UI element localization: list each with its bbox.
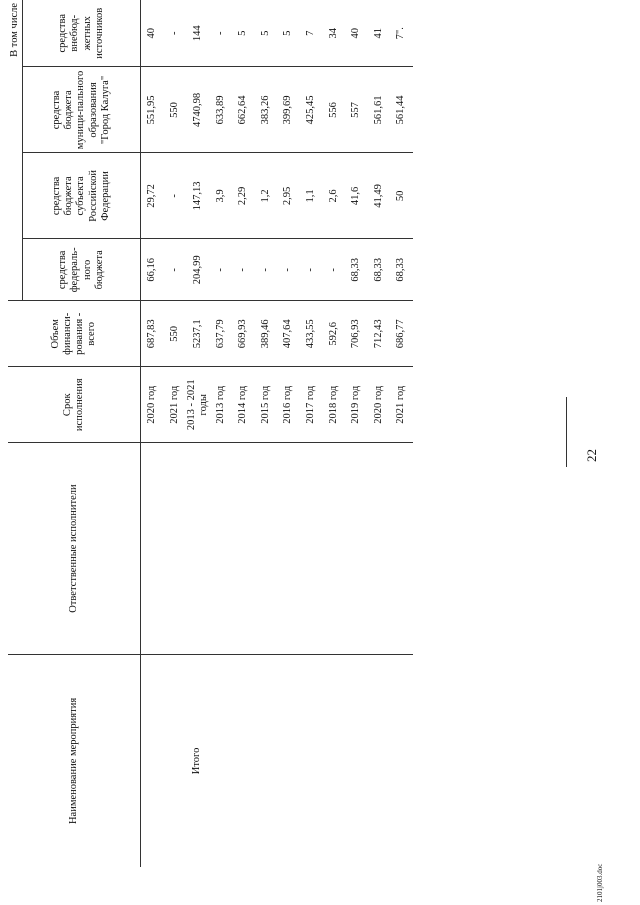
period-cell: 2020 год [367, 367, 390, 443]
municipal-cell: 561,44 [390, 67, 413, 153]
period-cell: 2013 - 2021 годы [186, 367, 209, 443]
extrabudget-cell: 40 [146, 28, 158, 39]
separator-line [566, 397, 567, 467]
total-cell: 686,77 [390, 301, 413, 367]
regional-cell: 1,1 [300, 153, 323, 239]
total-cell: 706,93 [345, 301, 368, 367]
period-cell: 2017 год [300, 367, 323, 443]
municipal-cell: 557 [345, 67, 368, 153]
total-cell: 687,83 [141, 301, 164, 367]
federal-cell: 66,16 [141, 239, 164, 301]
federal-cell: 68,33 [345, 239, 368, 301]
regional-cell: 41,49 [367, 153, 390, 239]
header-name: Наименование мероприятия [8, 654, 141, 867]
period-cell: 2014 год [232, 367, 255, 443]
header-period: Срок исполнения [8, 367, 141, 443]
period-cell: 2013 год [209, 367, 232, 443]
municipal-cell: 425,45 [300, 67, 323, 153]
table-row [141, 0, 164, 867]
municipal-cell: 551,95 [141, 67, 164, 153]
extrabudget-cell: 144 [191, 25, 203, 42]
regional-cell: 29,72 [141, 153, 164, 239]
federal-cell: - [254, 239, 277, 301]
federal-cell: - [232, 239, 255, 301]
header-executors: Ответственные исполнители [8, 443, 141, 655]
municipal-cell: 550 [164, 67, 187, 153]
extrabudget-cell: - [168, 31, 180, 35]
municipal-cell: 662,64 [232, 67, 255, 153]
federal-cell: 68,33 [390, 239, 413, 301]
extrabudget-cell: 7 [304, 30, 316, 36]
header-including: В том числе [8, 0, 23, 301]
extrabudget-cell: 5 [259, 30, 271, 36]
period-cell: 2021 год [164, 367, 187, 443]
header-regional: средства бюджета субъекта Российской Федерации [23, 153, 141, 239]
extrabudget-cell: 40 [350, 28, 362, 39]
federal-cell: 68,33 [367, 239, 390, 301]
total-cell: 669,93 [232, 301, 255, 367]
federal-cell: - [164, 239, 187, 301]
regional-cell: 2,29 [232, 153, 255, 239]
municipal-cell: 399,69 [277, 67, 300, 153]
total-cell: 433,55 [300, 301, 323, 367]
financing-table [8, 0, 413, 867]
municipal-cell: 556 [322, 67, 345, 153]
header-total: Объем финанси-рования - всего [8, 301, 141, 367]
extrabudget-cell: 5 [237, 30, 249, 36]
federal-cell: - [300, 239, 323, 301]
extrabudget-cell: 7". [395, 27, 407, 40]
period-cell: 2016 год [277, 367, 300, 443]
period-cell: 2020 год [141, 367, 164, 443]
federal-cell: - [277, 239, 300, 301]
total-cell: 407,64 [277, 301, 300, 367]
regional-cell: 41,6 [345, 153, 368, 239]
executors-cell [141, 443, 413, 655]
municipal-cell: 633,89 [209, 67, 232, 153]
federal-cell: - [209, 239, 232, 301]
regional-cell: 50 [390, 153, 413, 239]
period-cell: 2018 год [322, 367, 345, 443]
page-number: 22 [584, 449, 599, 462]
name-cell [141, 654, 413, 867]
extrabudget-cell: 5 [282, 30, 294, 36]
extrabudget-cell: - [214, 31, 226, 35]
extrabudget-cell: 41 [372, 28, 384, 39]
regional-cell: 3,9 [209, 153, 232, 239]
federal-cell: - [322, 239, 345, 301]
total-cell: 637,79 [209, 301, 232, 367]
regional-cell: 1,2 [254, 153, 277, 239]
municipal-cell: 4740,98 [186, 67, 209, 153]
regional-cell: 2,6 [322, 153, 345, 239]
header-federal: средства федераль-ного бюджета [23, 239, 141, 301]
period-cell: 2019 год [345, 367, 368, 443]
regional-cell: - [164, 153, 187, 239]
period-cell: 2015 год [254, 367, 277, 443]
footer-code: 2101j003.doc [596, 863, 604, 902]
municipal-cell: 561,61 [367, 67, 390, 153]
municipal-cell: 383,26 [254, 67, 277, 153]
header-municipal: средства бюджета муници-пального образования "Город Калуга" [23, 67, 141, 153]
total-label: Итого [191, 747, 202, 775]
period-cell: 2021 год [390, 367, 413, 443]
total-cell: 5237,1 [186, 301, 209, 367]
total-cell: 712,43 [367, 301, 390, 367]
total-cell: 550 [164, 301, 187, 367]
regional-cell: 147,13 [186, 153, 209, 239]
total-cell: 592,6 [322, 301, 345, 367]
extrabudget-cell: 34 [327, 28, 339, 39]
federal-cell: 204,99 [186, 239, 209, 301]
regional-cell: 2,95 [277, 153, 300, 239]
header-extrabudget: средства внебюд-жетных источников [23, 0, 141, 67]
total-cell: 389,46 [254, 301, 277, 367]
